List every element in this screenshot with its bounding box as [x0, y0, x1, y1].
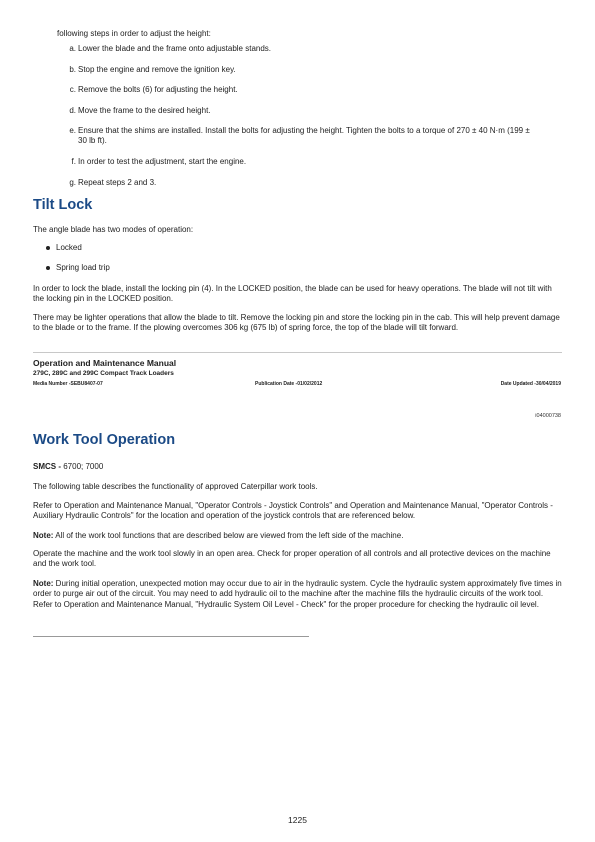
manual-title: Operation and Maintenance Manual	[33, 358, 177, 368]
date-updated: Date Updated -30/04/2019	[500, 381, 561, 387]
step-g	[40, 178, 530, 188]
step-b	[40, 65, 530, 75]
smcs-label: SMCS -	[33, 462, 61, 471]
tilt-lock-intro: The angle blade has two modes of operation:	[33, 225, 194, 234]
step-marker: d.	[69, 105, 76, 115]
bullet-icon	[46, 266, 50, 270]
step-text: Stop the engine and remove the ignition key.	[78, 64, 236, 74]
tilt-lock-para-1: In order to lock the blade, install the locking pin (4). In the LOCKED position, the blade can be used for heavy operations. The blade will not tilt with the locking pin in the LOCKED position.	[33, 284, 552, 304]
step-marker: e.	[69, 126, 76, 136]
work-tool-note-1	[33, 531, 563, 541]
work-tool-para-3: Operate the machine and the work tool slowly in an open area. Check for proper operation of all controls and all protective devices on the machine and the work tool.	[33, 549, 551, 569]
step-e	[40, 126, 530, 146]
step-text: Lower the blade and the frame onto adjustable stands.	[78, 44, 272, 53]
step-marker: c.	[69, 85, 76, 95]
step-marker: g.	[69, 177, 76, 187]
table-top-rule	[33, 636, 309, 637]
mode-label: Locked	[56, 243, 82, 252]
tilt-lock-heading: Tilt Lock	[33, 197, 93, 213]
document-id: i04000738	[535, 413, 561, 419]
smcs-value: 6700; 7000	[61, 462, 104, 471]
work-tool-para-1: The following table describes the functionality of approved Caterpillar work tools.	[33, 482, 318, 491]
work-tool-heading: Work Tool Operation	[33, 432, 176, 448]
step-text: Remove the bolts (6) for adjusting the height.	[78, 85, 238, 95]
step-c	[40, 85, 530, 95]
step-text: Repeat steps 2 and 3.	[78, 177, 157, 187]
height-adjust-steps	[40, 44, 530, 198]
list-item	[44, 243, 110, 253]
page-number: 1225	[288, 815, 307, 825]
work-tool-para-2: Refer to Operation and Maintenance Manual, "Operator Controls - Joystick Controls" and Operation and Maintenance Manual, "Operator Controls - Auxiliary Hydraulic Controls" for the location and operation of the joystick controls that are referenced below.	[33, 501, 553, 521]
bullet-icon	[46, 246, 50, 250]
note-label: Note:	[33, 531, 54, 540]
tilt-modes-list	[44, 243, 110, 283]
publication-date: Publication Date -01/02/2012	[255, 381, 323, 387]
step-text: Ensure that the shims are installed. Install the bolts for adjusting the height. Tighten the bolts to a torque of 270 ± 40 N·m (199 ± 30 lb ft).	[78, 126, 530, 146]
note-text: During initial operation, unexpected motion may occur due to air in the hydraulic system. Cycle the hydraulic system approximately five times in order to purge air out of the circuit. You may need to add hydraulic oil to the machine after the machine fills the hydraulic circuits of the work tool. Refer to Operation and Maintenance Manual, "Hydraulic System Oil Level - Check" for the proper procedure for checking the hydraulic oil level.	[33, 579, 562, 609]
tilt-lock-para-2: There may be lighter operations that allow the blade to tilt. Remove the locking pin and store the locking pin in the cab. This will help prevent damage to the blade or to the frame. If the plowing overcomes 306 kg (675 lb) of spring force, the top of the blade will tilt forward.	[33, 313, 560, 333]
mode-label: Spring load trip	[56, 263, 110, 272]
step-a	[40, 44, 530, 54]
intro-text: following steps in order to adjust the height:	[57, 29, 211, 38]
step-text: In order to test the adjustment, start the engine.	[78, 156, 247, 166]
media-number: Media Number -SEBU8407-07	[33, 381, 103, 387]
step-marker: f.	[71, 156, 76, 166]
step-marker: b.	[69, 64, 76, 74]
step-f	[40, 157, 530, 167]
section-divider	[33, 352, 562, 353]
step-marker: a.	[69, 44, 76, 53]
note-label: Note:	[33, 579, 54, 588]
manual-subtitle: 279C, 289C and 299C Compact Track Loaders	[33, 370, 174, 377]
step-text: Move the frame to the desired height.	[78, 105, 211, 115]
work-tool-note-2	[33, 579, 563, 610]
note-text: All of the work tool functions that are described below are viewed from the left side of the machine.	[53, 531, 404, 540]
list-item	[44, 263, 110, 273]
step-d	[40, 106, 530, 116]
smcs-code	[33, 462, 103, 471]
